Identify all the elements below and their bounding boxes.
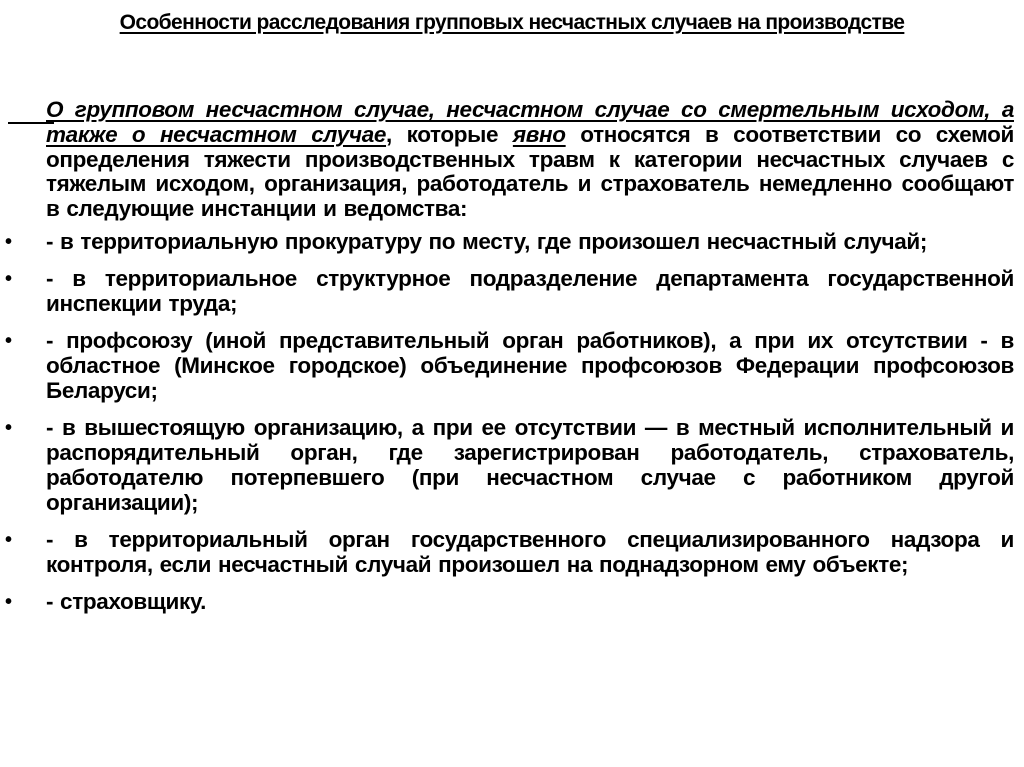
- list-item-text: - в вышестоящую организацию, а при ее отсутствии — в местный исполнительный и распорядительный орган, где зарегистрирован работодатель, страхователь, работодателю потерпевшего (при несчастном случае с работником другой организации);: [46, 415, 1014, 515]
- list-item: [5, 266, 1014, 317]
- intro-emphasis-obvious: явно: [512, 121, 566, 147]
- list-item: [5, 228, 1014, 255]
- list-item: [5, 328, 1014, 403]
- intro-emphasis: О групповом несчастном случае, несчастном случае со смертельным исходом, а также о несчастном случае: [46, 97, 1014, 147]
- slide-title-text: Особенности расследования групповых несчастных случаев на производстве: [119, 11, 905, 34]
- list-item-text: - в территориальный орган государственного специализированного надзора и контроля, если несчастный случай произошел на поднадзорном ему объекте;: [46, 526, 1014, 577]
- slide-title: [100, 6, 924, 39]
- bullet-dot-icon: •: [5, 268, 12, 291]
- list-item: [5, 526, 1014, 578]
- list-item: [5, 589, 1014, 615]
- list-item: [5, 415, 1014, 515]
- bullet-dot-icon: •: [5, 528, 12, 551]
- notification-list: [5, 228, 1014, 615]
- intro-text-rest: относятся в соответствии со схемой определения тяжести производственных травм к категории несчастных случаев с тяжелым исходом, организация, работодатель и страхователь немедленно сообщают в следующие инстанции и ведомства:: [46, 121, 1014, 222]
- list-item-text: - страховщику.: [46, 589, 207, 615]
- intro-paragraph: [46, 98, 1014, 222]
- slide-body: [5, 97, 1014, 627]
- list-item-text: - профсоюзу (иной представительный орган работников), а при их отсутствии - в областное (Минское городское) объединение профсоюзов Федерации профсоюзов Беларуси;: [46, 328, 1014, 403]
- bullet-dot-icon: •: [5, 591, 12, 614]
- list-item-text: - в территориальное структурное подразделение департамента государственной инспекции труда;: [46, 266, 1014, 317]
- bullet-dot-icon: •: [5, 417, 12, 440]
- intro-text: , которые: [386, 121, 513, 147]
- bullet-dot-icon: •: [5, 330, 12, 353]
- bullet-dot-icon: •: [5, 230, 12, 253]
- list-item-text: - в территориальную прокуратуру по месту, где произошел несчастный случай;: [46, 228, 928, 254]
